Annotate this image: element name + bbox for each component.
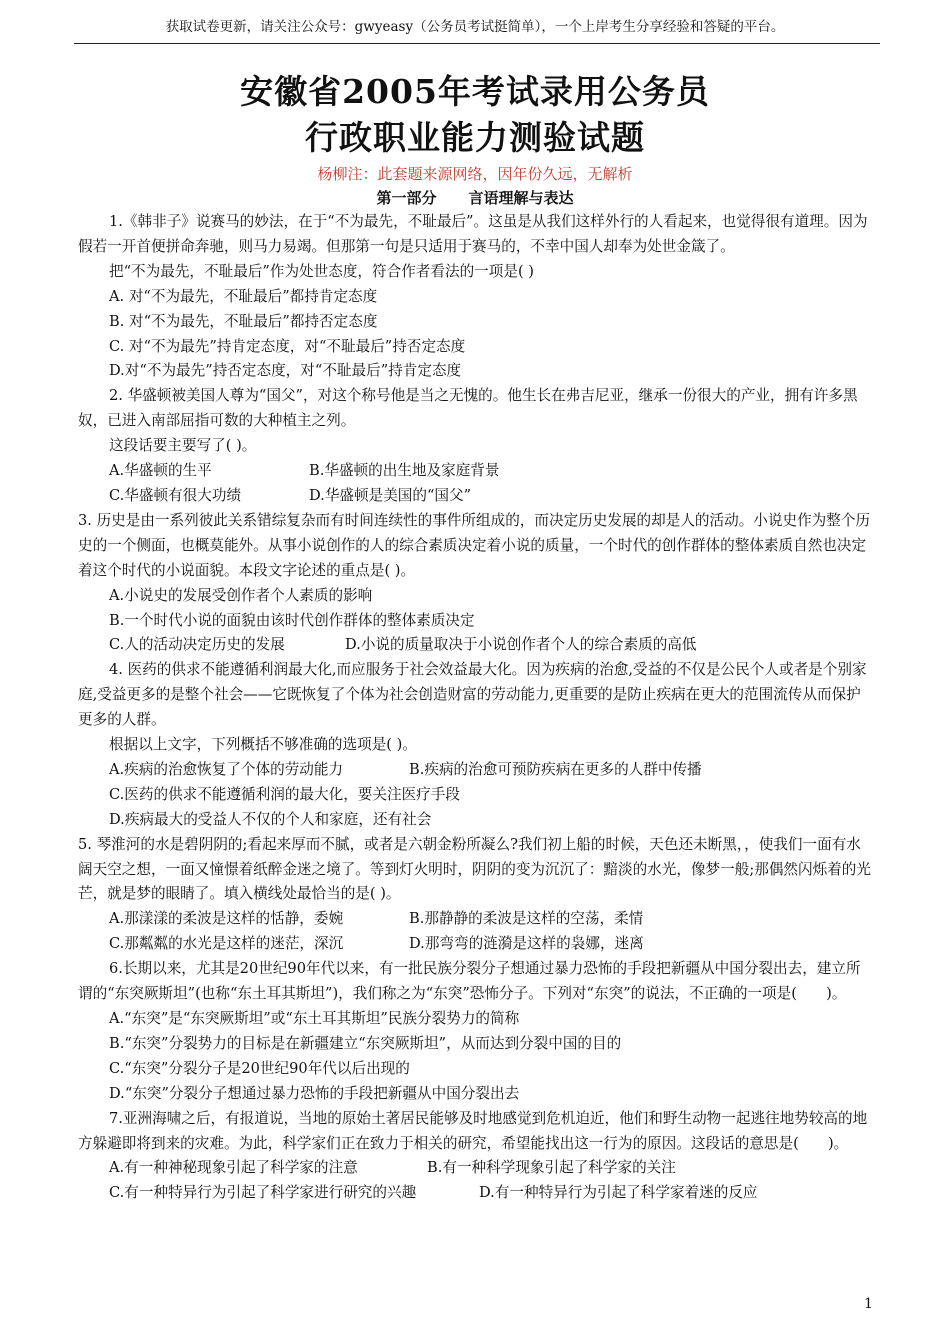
question-2-options-cd	[78, 484, 874, 509]
question-2-option-b: B.华盛顿的出生地及家庭背景	[309, 462, 500, 480]
header-divider	[74, 43, 880, 44]
title-line-2: 行政职业能力测验试题	[305, 118, 645, 157]
question-1-text: 1.《韩非子》说赛马的妙法，在于“不为最先，不耻最后”。这虽是从我们这样外行的人看起来，也觉得很有道理。因为假若一开首便拼命奔驰，则马力易竭。但那第一句是只适用于赛马的，不幸中国人却奉为处世金箴了。	[78, 213, 868, 255]
question-6-option-c: C.“东突”分裂分子是20世纪90年代以后出现的	[109, 1059, 410, 1077]
part-title: 言语理解与表达	[468, 189, 574, 207]
part-heading	[0, 188, 950, 208]
question-5-options-cd	[78, 932, 874, 957]
question-7-option-a: A.有一种神秘现象引起了科学家的注意	[109, 1159, 358, 1177]
question-6-option-a: A.“东突”是“东突厥斯坦”或“东土耳其斯坦”民族分裂势力的简称	[109, 1010, 520, 1027]
question-7-options-cd	[78, 1181, 874, 1206]
question-1-stem: 把“不为最先，不耻最后”作为处世态度，符合作者看法的一项是( )	[109, 262, 534, 280]
question-7-text: 7.亚洲海啸之后，有报道说，当地的原始土著居民能够及时地感觉到危机迫近，他们和野生动物一起逃往地势较高的地方躲避即将到来的灾难。为此，科学家们正在致力于相关的研究，希望能找出这一行为的原因。这段话的意思是( )。	[78, 1109, 868, 1152]
question-1-option-c: C. 对“不为最先”持肯定态度，对“不耻最后”持否定态度	[109, 337, 466, 355]
title-line-1: 安徽省2005年考试录用公务员	[240, 72, 710, 111]
question-7-option-c: C.有一种特异行为引起了科学家进行研究的兴趣	[109, 1184, 417, 1202]
question-2-option-a: A.华盛顿的生平	[109, 462, 212, 480]
question-3-option-a: A.小说史的发展受创作者个人素质的影响	[109, 586, 373, 604]
question-3-option-d: D.小说的质量取决于小说创作者个人的综合素质的高低	[345, 636, 697, 654]
document-body	[78, 210, 874, 1206]
question-7-option-b: B.有一种科学现象引起了科学家的关注	[427, 1159, 676, 1177]
question-5-option-c: C.那粼粼的水光是这样的迷茫，深沉	[109, 935, 344, 953]
question-7-option-d: D.有一种特异行为引起了科学家着迷的反应	[479, 1184, 758, 1202]
question-3-option-b: B.一个时代小说的面貌由该时代创作群体的整体素质决定	[109, 611, 475, 629]
question-2-options-ab	[78, 459, 874, 484]
question-5-option-d: D.那弯弯的涟漪是这样的袅娜，迷离	[409, 935, 644, 953]
question-1-option-a: A. 对“不为最先，不耻最后”都持肯定态度	[109, 287, 378, 305]
question-5-text: 5. 琴淮河的水是碧阴阴的;看起来厚而不腻，或者是六朝金粉所凝么?我们初上船的时候，天色还未断黑，，使我们一面有水阔天空之想，一面又憧憬着纸醉金迷之境了。等到灯火明时，阴阴的变为沉沉了：黯淡的水光，像梦一般;那偶然闪烁着的光芒，就是梦的眼睛了。填入横线处最恰当的是( )。	[78, 835, 871, 903]
question-5-option-b: B.那静静的柔波是这样的空荡，柔情	[409, 910, 644, 928]
question-5-options-ab	[78, 907, 874, 932]
question-2-stem: 这段话要主要写了( )。	[109, 437, 257, 455]
question-4-stem: 根据以上文字，下列概括不够准确的选项是( )。	[109, 736, 417, 754]
question-1-option-b: B. 对“不为最先，不耻最后”都持否定态度	[109, 312, 378, 330]
question-4-option-d: D.疾病最大的受益人不仅的个人和家庭，还有社会	[109, 810, 432, 828]
question-3-option-c: C.人的活动决定历史的发展	[109, 636, 285, 654]
question-2-option-c: C.华盛顿有很大功绩	[109, 486, 242, 504]
question-6-option-d: D.“东突”分裂分子想通过暴力恐怖的手段把新疆从中国分裂出去	[109, 1084, 520, 1102]
question-4-text: 4. 医药的供求不能遵循利润最大化,而应服务于社会效益最大化。因为疾病的治愈,受益的不仅是公民个人或者是个别家庭,受益更多的是整个社会——它既恢复了个体为社会创造财富的劳动能力,更重要的是防止疾病在更大的范围流传从而保护更多的人群。	[78, 661, 867, 729]
question-5-option-a: A.那漾漾的柔波是这样的恬静，委婉	[109, 910, 344, 928]
question-2-text: 2. 华盛顿被美国人尊为“国父”，对这个称号他是当之无愧的。他生长在弗吉尼亚，继承一份很大的产业，拥有许多黑奴，已进入南部屈指可数的大种植主之列。	[78, 387, 858, 430]
question-1-option-d: D.对“不为最先”持否定态度，对“不耻最后”持肯定态度	[109, 362, 462, 380]
question-2-option-d: D.华盛顿是美国的“国父”	[309, 486, 472, 504]
question-6-text: 6.长期以来，尤其是20世纪90年代以来，有一批民族分裂分子想通过暴力恐怖的手段把新疆从中国分裂出去，建立所谓的“东突厥斯坦”(也称“东土耳其斯坦”)，我们称之为“东突”恐怖分子。下列对“东突”的说法，不正确的一项是( )。	[78, 960, 861, 1003]
page-header: 获取试卷更新，请关注公众号：gwyeasy（公务员考试挺简单），一个上岸考生分享经验和答疑的平台。	[165, 19, 785, 35]
question-4-option-a: A.疾病的治愈恢复了个体的劳动能力	[109, 760, 344, 778]
editor-note: 杨柳注：此套题来源网络，因年份久远，无解析	[317, 165, 633, 183]
question-4-option-b: B.疾病的治愈可预防疾病在更多的人群中传播	[409, 760, 702, 778]
question-4-option-c: C.医药的供求不能遵循利润的最大化，要关注医疗手段	[109, 785, 460, 803]
page-number: 1	[864, 1296, 873, 1312]
question-3-text: 3. 历史是由一系列彼此关系错综复杂而有时间连续性的事件所组成的，而决定历史发展的却是人的活动。小说史作为整个历史的一个侧面，也概莫能外。从事小说创作的人的综合素质决定着小说的质量，一个时代的创作群体的整体素质自然也决定着这个时代的小说面貌。本段文字论述的重点是( )。	[78, 511, 871, 579]
question-3-options-cd	[78, 633, 874, 658]
question-7-options-ab	[78, 1156, 874, 1181]
question-4-options-ab	[78, 758, 874, 783]
question-6-option-b: B.“东突”分裂势力的目标是在新疆建立“东突厥斯坦”，从而达到分裂中国的目的	[109, 1034, 622, 1052]
part-label: 第一部分	[376, 189, 437, 207]
